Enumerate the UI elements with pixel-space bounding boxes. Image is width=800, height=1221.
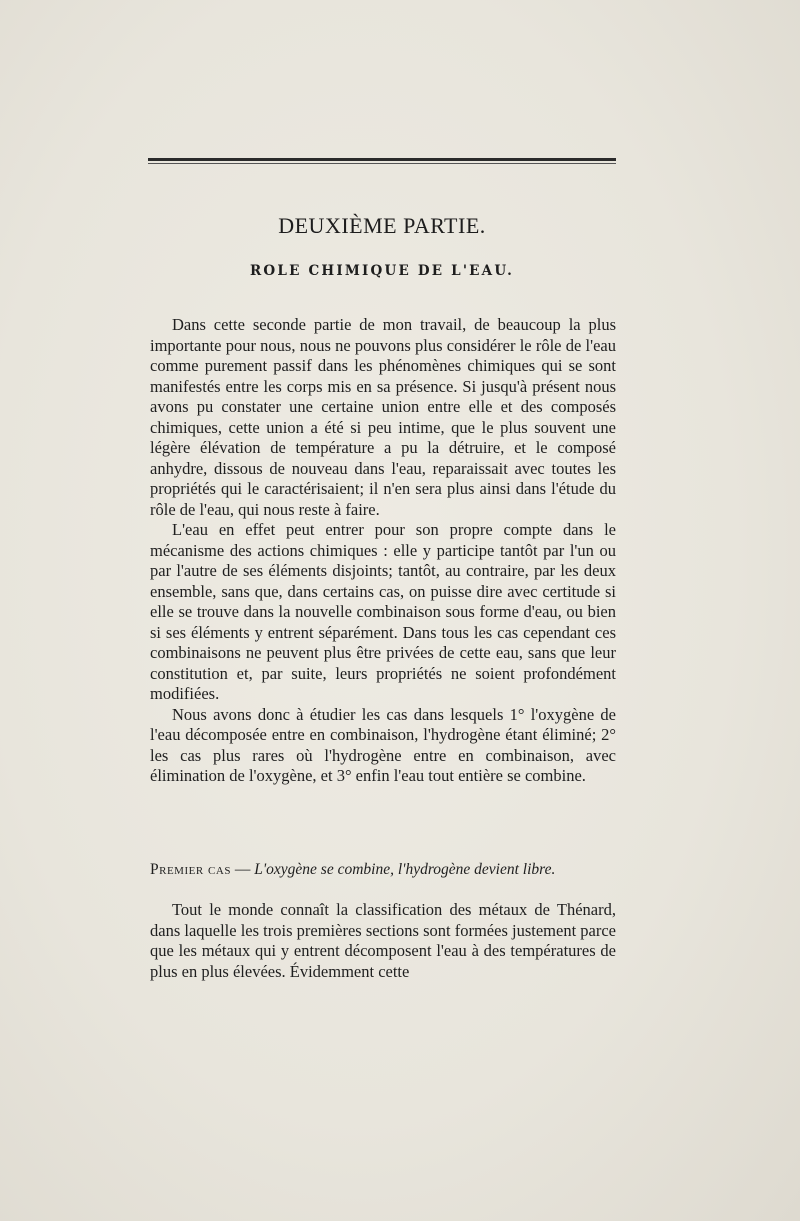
section-title: ROLE CHIMIQUE DE L'EAU. xyxy=(250,263,514,279)
header-rule-thin xyxy=(148,163,616,164)
case-title: L'oxygène se combine, l'hydrogène devient libre. xyxy=(254,861,556,878)
part-title: DEUXIÈME PARTIE. xyxy=(278,213,486,238)
case-heading xyxy=(150,861,616,879)
paragraph-4: Tout le monde connaît la classification des métaux de Thénard, dans laquelle les trois premières sections sont formées justement parce que les métaux qui y entrent décomposent l'eau à des températures de plus en plus élevées. Évidemment cette xyxy=(150,900,616,981)
body-text xyxy=(150,315,616,787)
paragraph-3: Nous avons donc à étudier les cas dans lesquels 1° l'oxygène de l'eau décomposée entre en combinaison, l'hydrogène étant éliminé; 2° les cas plus rares où l'hydrogène entre en combinaison, avec élimination de l'oxygène, et 3° enfin l'eau tout entière se combine. xyxy=(150,704,616,785)
header-rule-thick xyxy=(148,158,616,161)
case-dash: — xyxy=(230,861,255,878)
paragraph-1: Dans cette seconde partie de mon travail, de beaucoup la plus importante pour nous, nous ne pouvons plus considérer le rôle de l'eau comme purement passif dans les phénomènes chimiques qui se sont manifestés entre les corps mis en sa présence. Si jusqu'à présent nous avons pu constater une certaine union entre elle et des composés chimiques, cette union a été si peu intime, que le plus souvent une légère élévation de température a pu la détruire, et le composé anhydre, dissous de nouveau dans l'eau, reparaissait avec toutes les propriétés qui le caractérisaient; il n'en sera plus ainsi dans l'étude du rôle de l'eau, qui nous reste à faire. xyxy=(150,315,616,519)
paragraph-2: L'eau en effet peut entrer pour son propre compte dans le mécanisme des actions chimiques : elle y participe tantôt par l'un ou par l'autre de ses éléments disjoints; tantôt, au contraire, par les deux ensemble, sans que, dans certains cas, on puisse dire avec certitude si elle se trouve dans la nouvelle combinaison sous forme d'eau, ou bien si ses éléments y entrent séparément. Dans tous les cas cependant ces combinaisons ne peuvent plus être privées de cette eau, sans que leur constitution et, par suite, leurs propriétés ne soient profondément modifiées. xyxy=(150,520,616,703)
case-label: Premier cas xyxy=(150,861,231,878)
closing-text xyxy=(150,900,616,982)
